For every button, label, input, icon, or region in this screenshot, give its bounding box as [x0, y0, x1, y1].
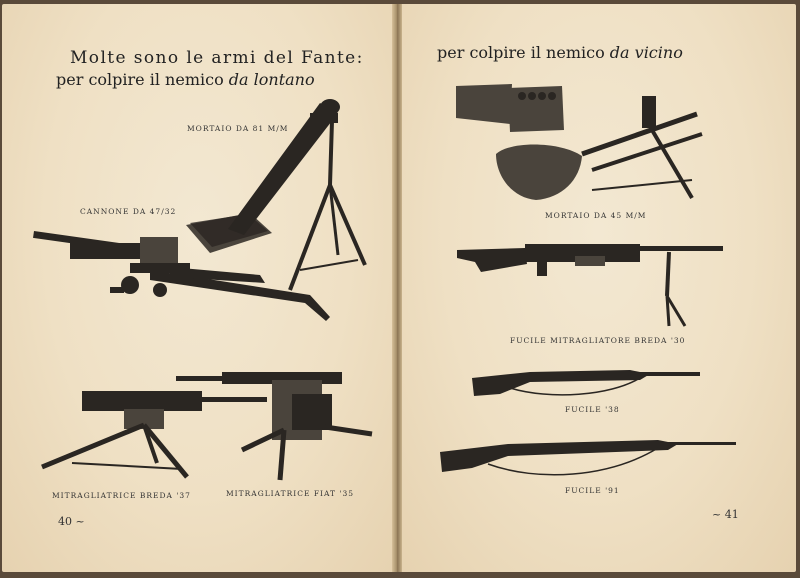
fiat-35-illustration [172, 370, 378, 485]
breda-30-illustration [455, 236, 725, 331]
left-heading-line2 [56, 70, 315, 89]
caption-fucile-38: FUCILE '38 [565, 405, 620, 414]
left-page-number: 40 ~ [58, 515, 85, 528]
fucile-38-illustration [470, 364, 702, 402]
fucile-91-illustration [438, 432, 738, 480]
book-gutter [392, 4, 402, 572]
caption-mortaio-45: MORTAIO DA 45 M/M [545, 211, 647, 220]
left-heading-line1: Molte sono le armi del Fante: [70, 48, 364, 68]
caption-breda-30: FUCILE MITRAGLIATORE BREDA '30 [510, 336, 686, 345]
right-heading [437, 43, 683, 62]
mortaio-45-illustration [452, 80, 717, 208]
caption-breda-37: MITRAGLIATRICE BREDA '37 [52, 491, 191, 500]
left-heading-prefix: per colpire il nemico [56, 70, 229, 89]
caption-mortaio-81: MORTAIO DA 81 M/M [187, 124, 289, 133]
left-heading-emphasis: da lontano [228, 70, 315, 89]
cannone-47-illustration [30, 225, 335, 335]
caption-fucile-91: FUCILE '91 [565, 486, 620, 495]
right-heading-emphasis: da vicino [609, 43, 683, 62]
caption-fiat-35: MITRAGLIATRICE FIAT '35 [226, 489, 355, 498]
right-page-number: ~ 41 [712, 508, 739, 521]
right-heading-prefix: per colpire il nemico [437, 43, 610, 62]
caption-cannone-47: CANNONE DA 47/32 [80, 207, 177, 216]
